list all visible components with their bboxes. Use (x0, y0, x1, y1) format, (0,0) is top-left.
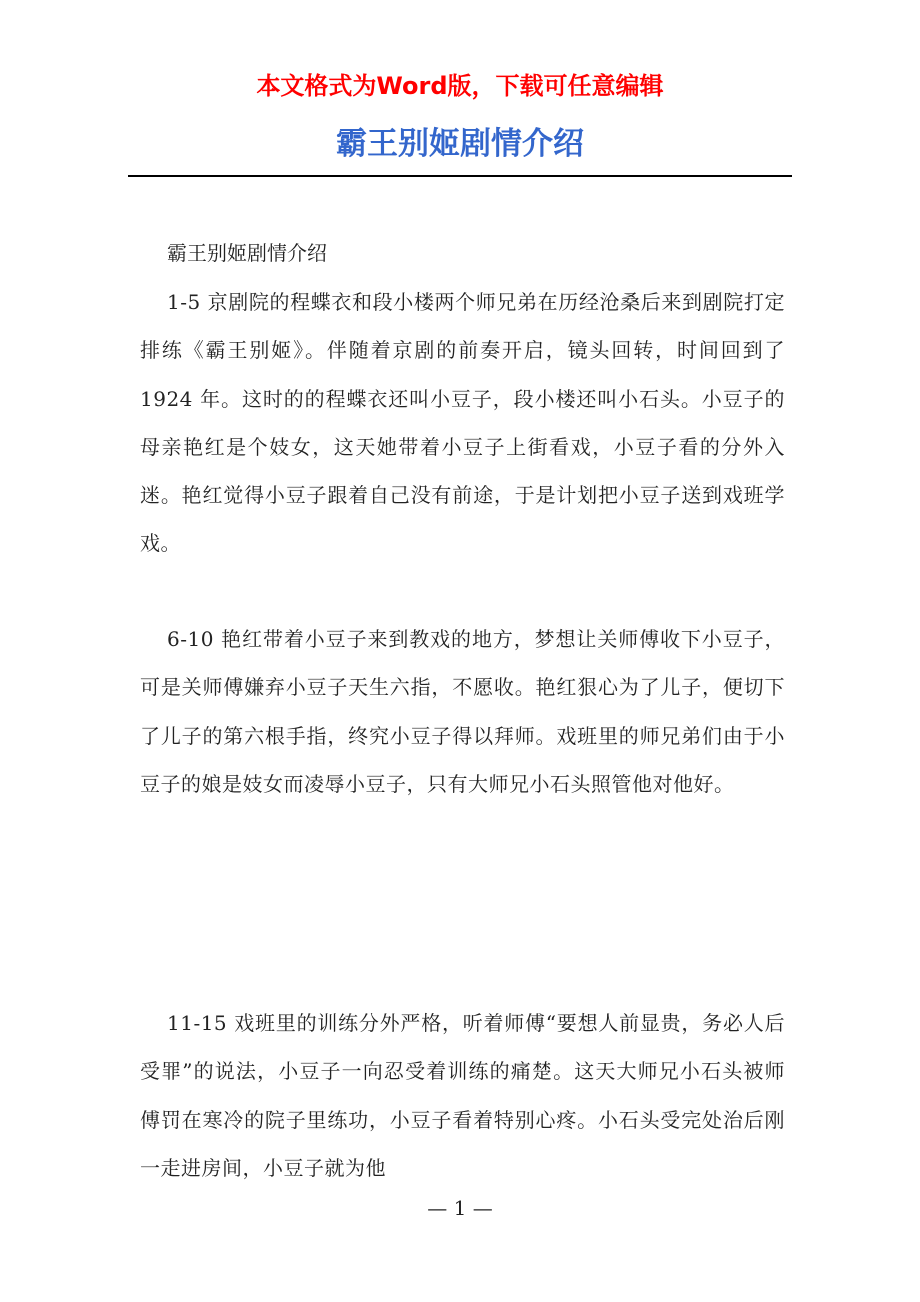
body-paragraph-1-block (140, 278, 785, 568)
body-paragraph-1: 1-5 京剧院的程蝶衣和段小楼两个师兄弟在历经沧桑后来到剧院打定排练《霸王别姬》。伴随着京剧的前奏开启，镜头回转，时间回到了 1924 年。这时的的程蝶衣还叫小豆子，段小楼还叫小石头。小豆子的母亲艳红是个妓女，这天她带着小豆子上街看戏，小豆子看的分外入迷。艳红觉得小豆子跟着自己没有前途，于是计划把小豆子送到戏班学戏。 (140, 290, 785, 556)
body-paragraph-2: 6-10 艳红带着小豆子来到教戏的地方，梦想让关师傅收下小豆子，可是关师傅嫌弃小豆子天生六指，不愿收。艳红狠心为了儿子，便切下了儿子的第六根手指，终究小豆子得以拜师。戏班里的师兄弟们由于小豆子的娘是妓女而凌辱小豆子，只有大师兄小石头照管他对他好。 (140, 627, 785, 796)
download-notice: 本文格式为Word版，下载可任意编辑 (256, 72, 664, 100)
body-paragraph-3-block (140, 999, 785, 1192)
section-heading: 霸王别姬剧情介绍 (167, 241, 327, 265)
page-number: — 1 — (427, 1196, 493, 1220)
body-paragraph-3: 11-15 戏班里的训练分外严格，听着师傅“要想人前显贵，务必人后受罪”的说法，小豆子一向忍受着训练的痛楚。这天大师兄小石头被师傅罚在寒冷的院子里练功，小豆子看着特别心疼。小石头受完处治后刚一走进房间，小豆子就为他 (140, 1011, 785, 1180)
title-divider (128, 175, 792, 177)
document-title: 霸王别姬剧情介绍 (336, 126, 584, 162)
body-paragraph-2-block (140, 615, 785, 808)
